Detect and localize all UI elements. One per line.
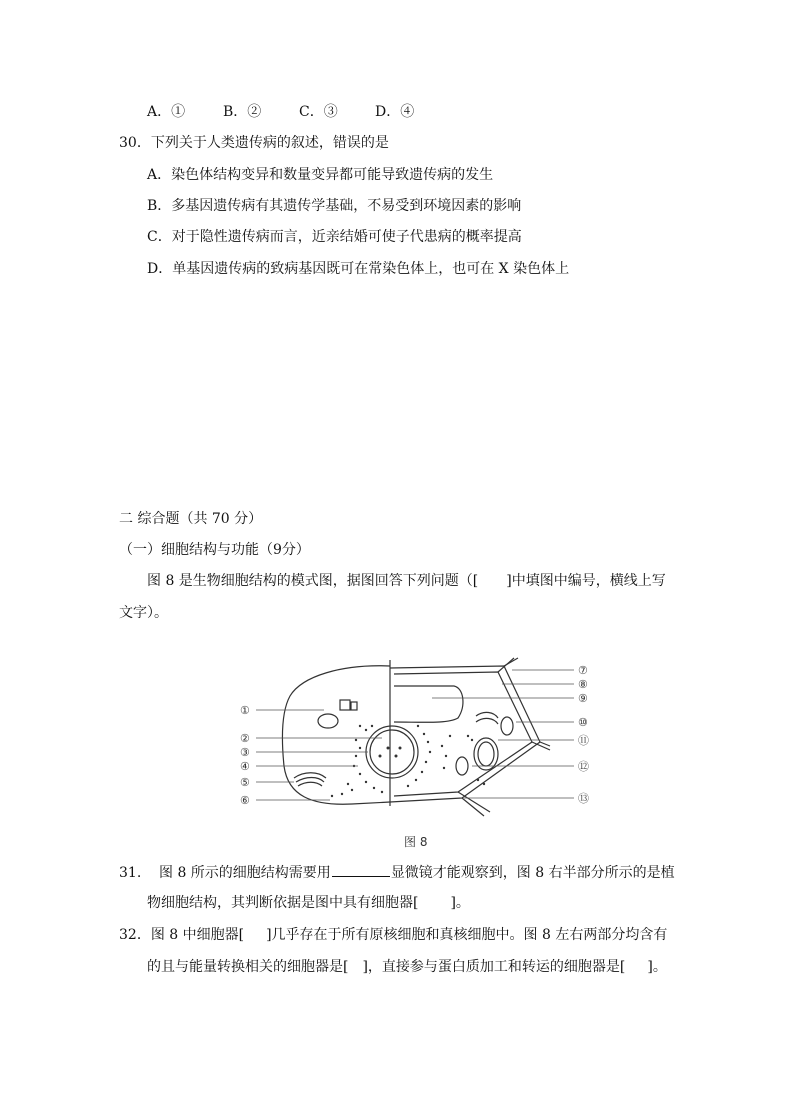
label-13: ⑬ xyxy=(578,792,589,805)
golgi-right xyxy=(476,712,498,718)
mitochondrion-left xyxy=(318,714,338,728)
label-7: ⑦ xyxy=(578,664,588,677)
q29-options xyxy=(147,102,414,122)
label-2: ② xyxy=(240,732,250,745)
mitochondrion-right xyxy=(501,717,513,735)
q31-line-1 xyxy=(119,862,675,883)
q29-option-c: C．③ xyxy=(299,104,338,120)
q29-option-b: B．② xyxy=(223,104,262,120)
vacuole xyxy=(394,686,463,722)
q31-text-d: ]。 xyxy=(450,895,470,911)
q31-text-c: 物细胞结构，其判断依据是图中具有细胞器[ xyxy=(147,895,419,911)
q29-option-a: A．① xyxy=(147,104,186,120)
q29-option-d: D．④ xyxy=(375,104,415,120)
q31-text-b: 显微镜才能观察到，图 8 右半部分所示的是植 xyxy=(390,865,675,881)
intro-line-1: 图 8 是生物细胞结构的模式图，据图回答下列问题（[ ]中填图中编号，横线上写 xyxy=(147,573,666,589)
q30-option-a: A．染色体结构变异和数量变异都可能导致遗传病的发生 xyxy=(147,167,494,183)
q31-text-a: 图 8 所示的细胞结构需要用 xyxy=(159,865,331,881)
q30-option-c: C．对于隐性遗传病而言，近亲结婚可使子代患病的概率提高 xyxy=(147,229,522,245)
label-4: ④ xyxy=(240,760,250,773)
label-3: ③ xyxy=(240,746,250,759)
figure-caption: 图 8 xyxy=(404,835,428,849)
q32-text-d: ]，直接参与蛋白质加工和转运的细胞器是[ xyxy=(362,959,626,975)
label-10: ⑩ xyxy=(578,716,588,729)
label-5: ⑤ xyxy=(240,776,250,789)
nucleus xyxy=(366,726,418,778)
q31-line-2 xyxy=(147,893,470,913)
cell-diagram xyxy=(232,656,602,854)
part-title: （一）细胞结构与功能（9分） xyxy=(119,542,310,558)
q31-number: 31. xyxy=(119,865,142,881)
q30-stem: 30．下列关于人类遗传病的叙述，错误的是 xyxy=(119,135,389,151)
plant-cell-wall-inner xyxy=(394,672,532,796)
label-1: ① xyxy=(240,704,250,717)
q31-blank-microscope xyxy=(332,862,390,877)
q32-line-1 xyxy=(119,925,667,945)
label-8: ⑧ xyxy=(578,678,588,691)
q32-text-b: ]几乎存在于所有原核细胞和真核细胞中。图 8 左右两部分均含有 xyxy=(266,927,668,943)
intro-line-2: 文字）。 xyxy=(119,605,168,621)
q32-text-a: 32．图 8 中细胞器[ xyxy=(119,927,245,943)
q32-text-e: ]。 xyxy=(647,959,667,975)
label-12: ⑫ xyxy=(578,760,589,773)
animal-cell-membrane xyxy=(282,666,390,804)
label-6: ⑥ xyxy=(240,794,250,807)
section-title: 二 综合题（共 70 分） xyxy=(119,511,263,527)
q30-option-b: B．多基因遗传病有其遗传学基础，不易受到环境因素的影响 xyxy=(147,198,522,214)
label-11: ⑪ xyxy=(578,734,589,747)
q32-line-2 xyxy=(147,957,667,977)
label-9: ⑨ xyxy=(578,692,588,705)
centriole xyxy=(340,700,350,710)
q32-text-c: 的且与能量转换相关的细胞器是[ xyxy=(147,959,349,975)
q30-option-d: D．单基因遗传病的致病基因既可在常染色体上，也可在 X 染色体上 xyxy=(147,261,570,277)
